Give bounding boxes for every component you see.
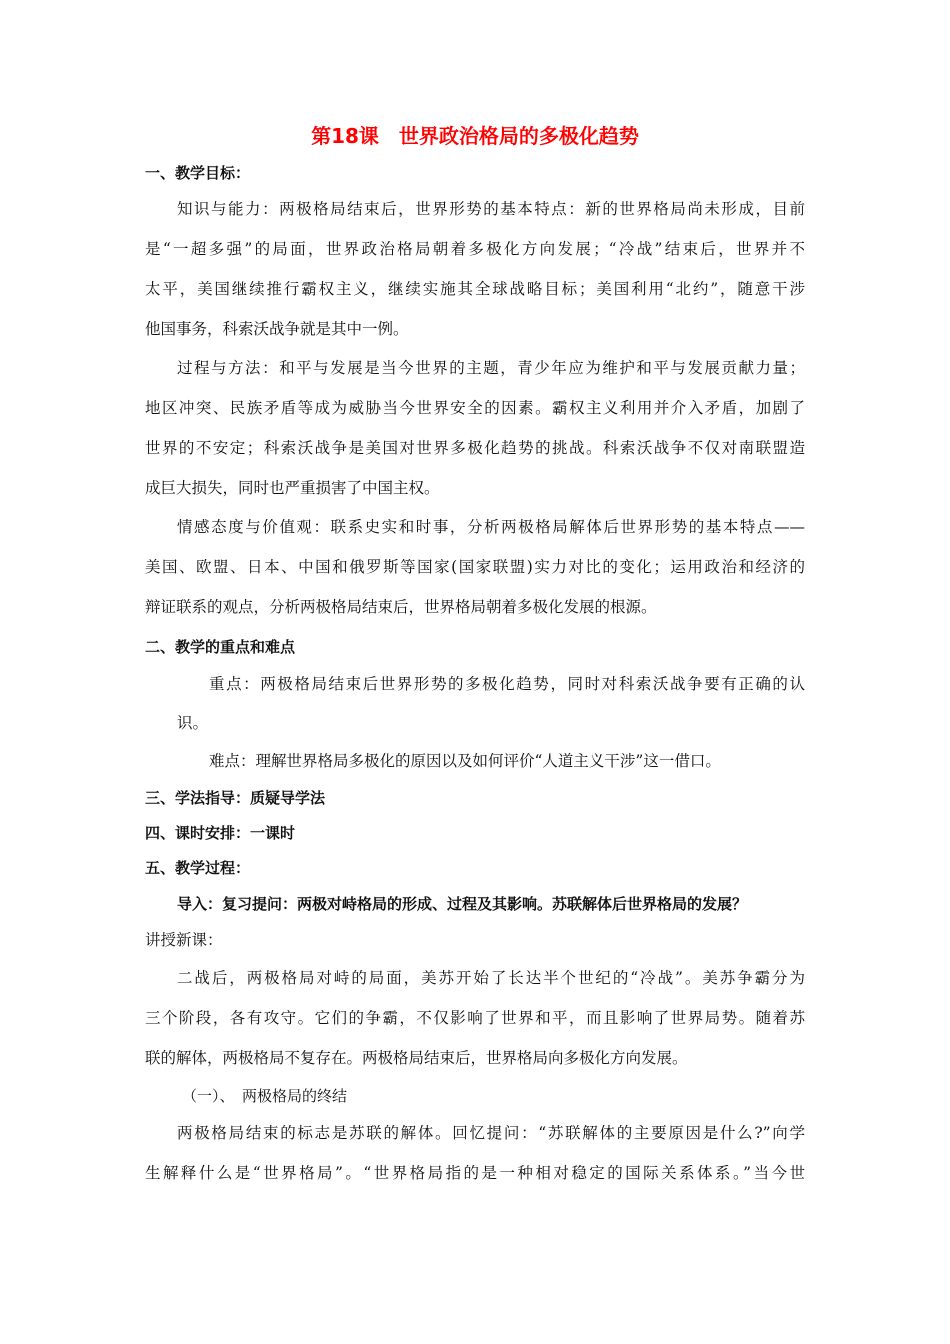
document-title: 第18课 世界政治格局的多极化趋势 [311,124,639,148]
paragraph-line: 地区冲突、民族矛盾等成为威胁当今世界安全的因素。霸权主义利用并介入矛盾，加剧了 [145,399,805,417]
paragraph-line: 太平，美国继续推行霸权主义，继续实施其全球战略目标；美国利用“北约”，随意干涉 [145,280,805,298]
paragraph-line: 过程与方法：和平与发展是当今世界的主题，青少年应为维护和平与发展贡献力量； [177,359,805,377]
section-heading-method: 三、学法指导：质疑导学法 [145,789,326,807]
key-point-line: 重点：两极格局结束后世界形势的多极化趋势，同时对科索沃战争要有正确的认 [209,675,805,693]
paragraph-line: 三个阶段，各有攻守。它们的争霸，不仅影响了世界和平，而且影响了世界局势。随着苏 [145,1009,805,1027]
paragraph-line: 他国事务，科索沃战争就是其中一例。 [145,320,409,338]
subsection-heading: （一）、 两极格局的终结 [182,1087,348,1105]
difficulty-line: 难点：理解世界格局多极化的原因以及如何评价“人道主义干涉”这一借口。 [209,752,721,770]
paragraph-line: 是“一超多强”的局面，世界政治格局朝着多极化方向发展；“冷战”结束后，世界并不 [145,240,805,258]
paragraph-line: 美国、欧盟、日本、中国和俄罗斯等国家(国家联盟)实力对比的变化；运用政治和经济的 [145,558,805,576]
new-lesson-label: 讲授新课： [145,931,223,949]
paragraph-line: 世界的不安定；科索沃战争是美国对世界多极化趋势的挑战。科索沃战争不仅对南联盟造 [145,439,805,457]
section-heading-process: 五、教学过程： [145,859,251,877]
paragraph-line: 情感态度与价值观：联系史实和时事，分析两极格局解体后世界形势的基本特点—— [177,518,805,536]
key-point-line: 识。 [177,714,209,732]
section-heading-key-points: 二、教学的重点和难点 [145,638,296,656]
paragraph-line: 联的解体，两极格局不复存在。两极格局结束后，世界格局向多极化方向发展。 [145,1049,688,1067]
section-heading-objectives: 一、教学目标： [145,164,251,182]
paragraph-line: 二战后，两极格局对峙的局面，美苏开始了长达半个世纪的“冷战”。美苏争霸分为 [177,969,805,987]
paragraph-line: 成巨大损失，同时也严重损害了中国主权。 [145,479,440,497]
section-heading-schedule: 四、课时安排：一课时 [145,824,296,842]
paragraph-line: 两极格局结束的标志是苏联的解体。回忆提问：“苏联解体的主要原因是什么?”向学 [177,1124,805,1142]
paragraph-line: 知识与能力：两极格局结束后，世界形势的基本特点：新的世界格局尚未形成，目前 [177,200,805,218]
intro-line: 导入：复习提问：两极对峙格局的形成、过程及其影响。苏联解体后世界格局的发展？ [177,895,748,913]
paragraph-line: 生解释什么是“世界格局”。“世界格局指的是一种相对稳定的国际关系体系。”当今世 [145,1164,805,1182]
paragraph-line: 辩证联系的观点，分析两极格局结束后，世界格局朝着多极化发展的根源。 [145,598,657,616]
